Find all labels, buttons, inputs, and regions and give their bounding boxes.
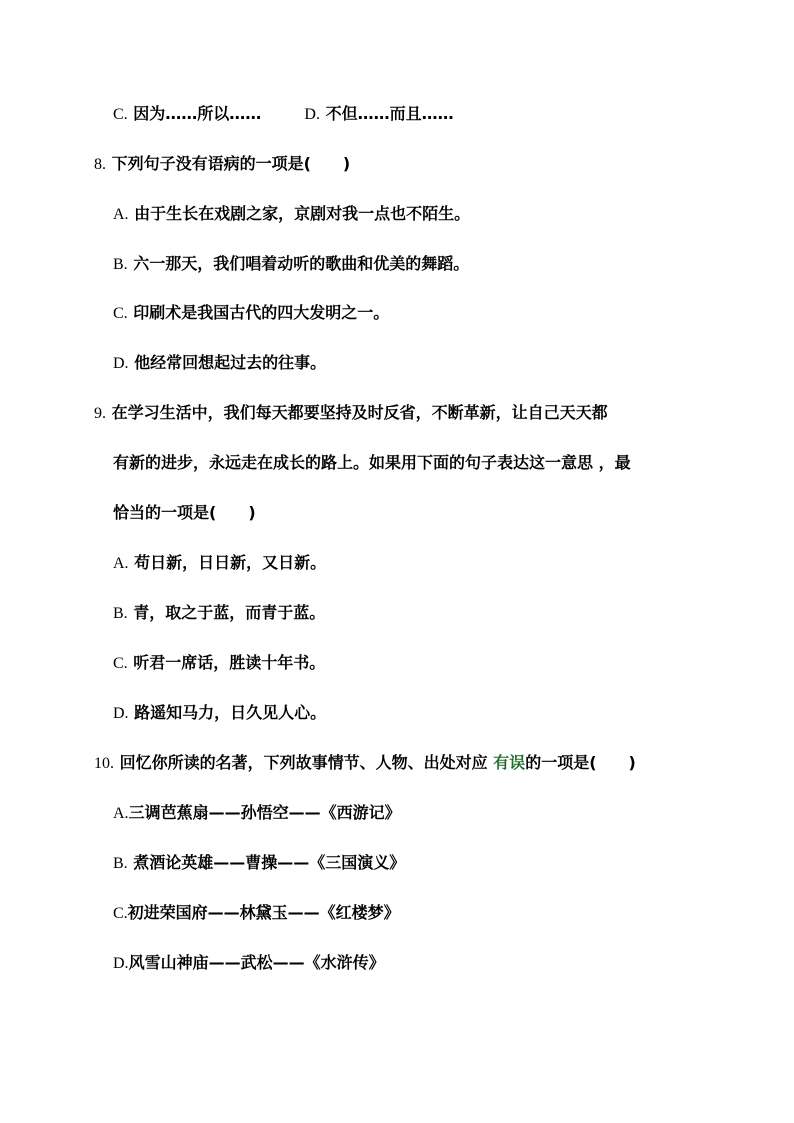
q8-option-b: [113, 254, 469, 275]
question-text: 回忆你所读的名著，下列故事情节、人物、出处对应: [119, 753, 488, 772]
q10-option-c: [113, 903, 400, 924]
option-label: B.: [113, 605, 128, 622]
question-9-stem-line-2: [113, 453, 631, 473]
question-8-stem: [94, 154, 350, 175]
option-label: C.: [113, 655, 128, 672]
option-text: 三调芭蕉扇——孙悟空——《西游记》: [128, 803, 401, 822]
q8-option-a: [113, 204, 470, 225]
q8-option-d: [113, 353, 326, 374]
option-text: 路遥知马力，日久见人心。: [134, 703, 327, 722]
q9-option-b: [113, 603, 325, 624]
option-label: A.: [113, 805, 129, 822]
option-text: 由于生长在戏剧之家，京剧对我一点也不陌生。: [134, 204, 471, 223]
option-text: 他经常回想起过去的往事。: [134, 353, 327, 372]
option-text: 青，取之于蓝，而青于蓝。: [133, 603, 326, 622]
q10-option-d: [113, 953, 385, 974]
question-number: 9.: [94, 405, 106, 422]
option-label: D.: [113, 705, 129, 722]
option-text: 风雪山神庙——武松——《水浒传》: [128, 953, 385, 972]
option-text: 因为……所以……: [133, 104, 262, 123]
option-label: D.: [113, 955, 129, 972]
question-10-stem: [94, 753, 636, 774]
option-label: C.: [113, 305, 128, 322]
option-label: D.: [113, 355, 129, 372]
option-label: A.: [113, 555, 129, 572]
option-text: 不但……而且……: [325, 104, 454, 123]
question-text: 有新的进步，永远走在成长的路上。如果用下面的句子表达这一意思 ，最: [113, 453, 631, 472]
question-9-stem-line-3: [113, 503, 256, 523]
option-text: 煮酒论英雄——曹操——《三国演义》: [133, 853, 406, 872]
option-text: 印刷术是我国古代的四大发明之一。: [133, 303, 390, 322]
question-text: 在学习生活中，我们每天都要坚持及时反省，不断革新，让自己天天都: [111, 403, 608, 422]
question-text: 的一项是( ): [525, 753, 636, 772]
q10-option-b: [113, 853, 405, 874]
question-9-stem: [94, 403, 608, 424]
option-label: B.: [113, 855, 128, 872]
option-label: C.: [113, 905, 128, 922]
q8-option-c: [113, 303, 389, 324]
q7-options-row: [113, 104, 454, 125]
option-text: 初进荣国府——林黛玉——《红楼梦》: [127, 903, 400, 922]
option-text: 听君一席话，胜读十年书。: [133, 653, 326, 672]
q9-option-c: [113, 653, 325, 674]
question-text: 下列句子没有语病的一项是( ): [111, 154, 351, 173]
q9-option-a: [113, 553, 326, 574]
q10-option-a: [113, 803, 401, 824]
option-text: 六一那天，我们唱着动听的歌曲和优美的舞蹈。: [133, 254, 470, 273]
question-text: 恰当的一项是( ): [113, 503, 256, 522]
option-label: A.: [113, 206, 129, 223]
question-number: 8.: [94, 156, 106, 173]
option-text: 苟日新，日日新，又日新。: [134, 553, 327, 572]
option-label: D.: [304, 106, 320, 123]
option-label: C.: [113, 106, 128, 123]
option-label: B.: [113, 256, 128, 273]
q9-option-d: [113, 703, 326, 724]
question-number: 10.: [94, 755, 114, 772]
highlighted-text: 有误: [493, 753, 526, 772]
